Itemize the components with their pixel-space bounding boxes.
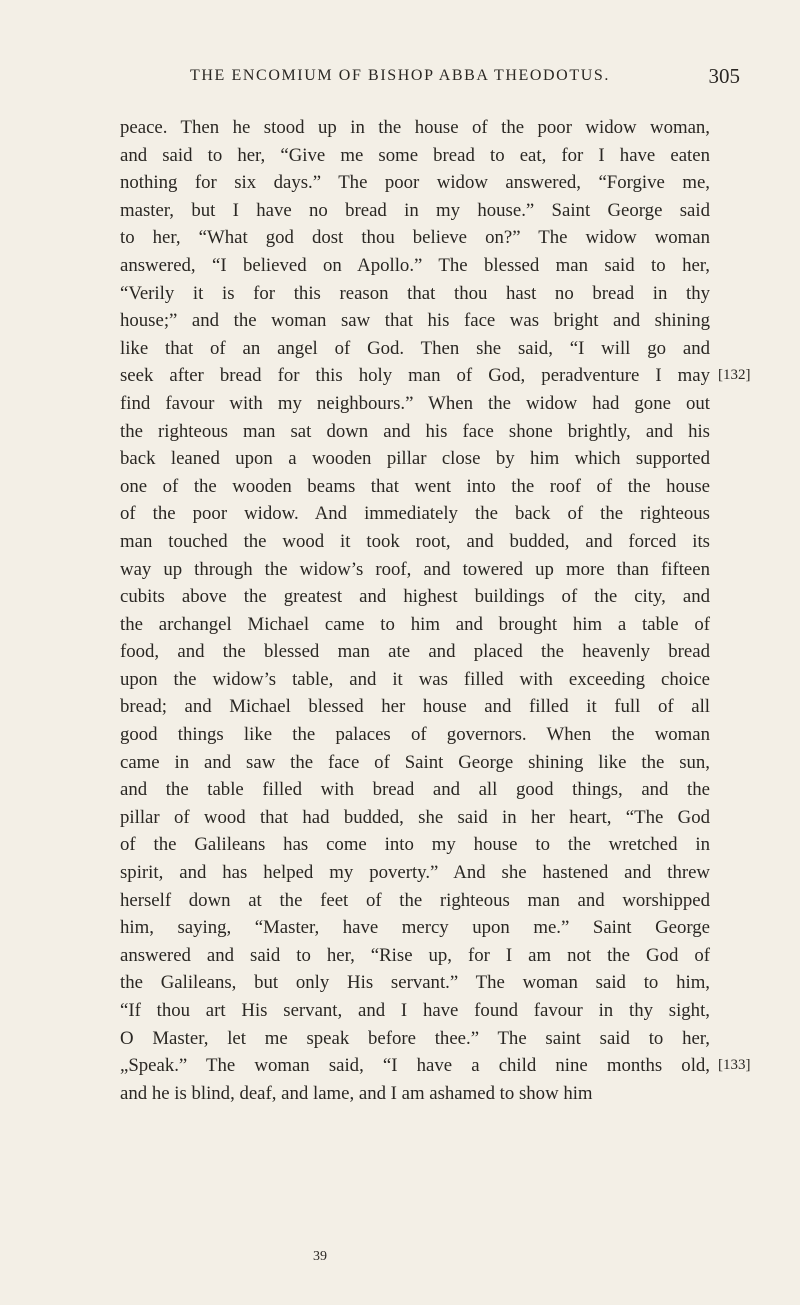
margin-reference: [132] bbox=[718, 367, 751, 384]
text-line: like that of an angel of God. Then she said, “I will go and bbox=[120, 337, 710, 359]
text-line: to her, “What god dost thou believe on?” The widow woman bbox=[120, 227, 710, 249]
running-head bbox=[120, 64, 740, 88]
text-line: O Master, let me speak before thee.” The saint said to her, bbox=[120, 1027, 710, 1049]
text-line: find favour with my neighbours.” When the widow had gone out bbox=[120, 392, 710, 414]
text-line: the archangel Michael came to him and brought him a table of bbox=[120, 613, 710, 635]
text-line: and he is blind, deaf, and lame, and I am ashamed to show him bbox=[120, 1082, 593, 1104]
running-title: THE ENCOMIUM OF BISHOP ABBA THEODOTUS. bbox=[190, 67, 610, 84]
text-line: one of the wooden beams that went into the roof of the house bbox=[120, 475, 710, 497]
text-line: „Speak.” The woman said, “I have a child nine months old, bbox=[120, 1055, 710, 1077]
text-line: the Galileans, but only His servant.” The woman said to him, bbox=[120, 972, 710, 994]
text-line: him, saying, “Master, have mercy upon me.” Saint George bbox=[120, 917, 710, 939]
text-line: man touched the wood it took root, and budded, and forced its bbox=[120, 530, 710, 552]
text-line: nothing for six days.” The poor widow answered, “Forgive me, bbox=[120, 172, 710, 194]
text-line: cubits above the greatest and highest buildings of the city, and bbox=[120, 586, 710, 608]
text-line: “Verily it is for this reason that thou hast no bread in thy bbox=[120, 282, 710, 304]
text-line: “If thou art His servant, and I have found favour in thy sight, bbox=[120, 1000, 710, 1021]
text-line: house;” and the woman saw that his face was bright and shining bbox=[120, 310, 710, 332]
text-line: answered and said to her, “Rise up, for I am not the God of bbox=[120, 944, 710, 966]
page-number: 305 bbox=[708, 64, 740, 88]
text-line: seek after bread for this holy man of God, peradventure I may bbox=[120, 365, 710, 387]
body-text bbox=[120, 114, 751, 1107]
signature-mark: 39 bbox=[313, 1249, 327, 1264]
text-line: peace. Then he stood up in the house of the poor widow woman, bbox=[120, 117, 710, 138]
margin-reference: [133] bbox=[718, 1057, 751, 1074]
text-line: way up through the widow’s roof, and towered up more than fifteen bbox=[120, 558, 710, 580]
text-line: master, but I have no bread in my house.” Saint George said bbox=[120, 199, 710, 221]
text-line: bread; and Michael blessed her house and filled it full of all bbox=[120, 696, 710, 718]
text-line: upon the widow’s table, and it was filled with exceeding choice bbox=[120, 668, 710, 690]
text-line: the righteous man sat down and his face shone brightly, and his bbox=[120, 420, 710, 442]
text-line: good things like the palaces of governors. When the woman bbox=[120, 724, 710, 746]
text-line: herself down at the feet of the righteous man and worshipped bbox=[120, 889, 710, 911]
text-line: and said to her, “Give me some bread to eat, for I have eaten bbox=[120, 144, 710, 166]
text-line: and the table filled with bread and all good things, and the bbox=[120, 779, 710, 801]
text-line: answered, “I believed on Apollo.” The blessed man said to her, bbox=[120, 254, 710, 276]
text-line: food, and the blessed man ate and placed the heavenly bread bbox=[120, 641, 710, 663]
text-line: pillar of wood that had budded, she said in her heart, “The God bbox=[120, 806, 710, 828]
text-line: came in and saw the face of Saint George shining like the sun, bbox=[120, 751, 710, 773]
text-line: of the Galileans has come into my house to the wretched in bbox=[120, 834, 710, 856]
text-line: of the poor widow. And immediately the back of the righteous bbox=[120, 503, 710, 525]
text-line: spirit, and has helped my poverty.” And she hastened and threw bbox=[120, 862, 710, 884]
text-line: back leaned upon a wooden pillar close by him which supported bbox=[120, 448, 710, 470]
